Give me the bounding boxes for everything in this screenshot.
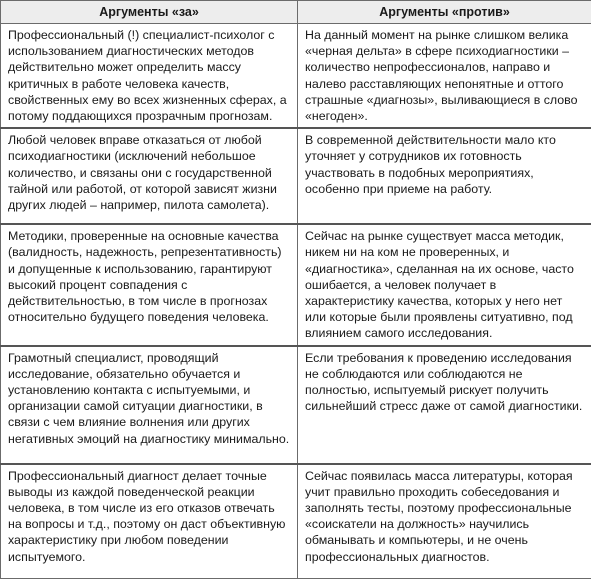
con-cell: На данный момент на рынке слишком велика «черная дельта» в сфере психодиагностики – количество непрофессионалов, направо и налево расставляющих непонятные и оттого страшные «диагнозы», выливающиеся в слово «негоден». (298, 24, 591, 129)
table-row (1, 24, 591, 129)
pro-cell: Методики, проверенные на основные качества (валидность, надежность, репрезентативность) и допущенные к использованию, гарантируют высокий процент совпадения с действительностью, в том числе в прогнозах относительно будущего поведения человека. (1, 224, 298, 345)
con-cell: Сейчас на рынке существует масса методик, никем ни на ком не проверенных, и «диагностика», сделанная на их основе, часто ошибается, а человек получает в характеристику качества, которых у него нет или которые были проявлены ситуативно, под влиянием самого исследования. (298, 224, 591, 345)
header-pro: Аргументы «за» (1, 1, 298, 24)
con-cell: В современной действительности мало кто уточняет у сотрудников их готовность участвовать в подобных мероприятиях, особенно при приеме на работу. (298, 128, 591, 224)
con-cell: Сейчас появилась масса литературы, которая учит правильно проходить собеседования и заполнять тесты, поэтому профессиональные «соискатели на должность» научились обманывать и компьютеры, и не очень профессиональных диагностов. (298, 464, 591, 579)
header-con: Аргументы «против» (298, 1, 591, 24)
table-row (1, 346, 591, 464)
pro-cell: Любой человек вправе отказаться от любой психодиагностики (исключений небольшое количество, и связаны они с государственной тайной или работой, от которой зависят жизни других людей – например, пилота самолета). (1, 128, 298, 224)
pro-cell: Профессиональный (!) специалист-психолог с использованием диагностических методов действительно может определить массу критичных в работе человека качеств, свойственных ему во всех жизненных сферах, а потому поддающихся прозрачным прогнозам. (1, 24, 298, 129)
header-row (1, 1, 591, 24)
pro-cell: Профессиональный диагност делает точные выводы из каждой поведенческой реакции человека, в том числе из его отказов отвечать на вопросы и т.д., поэтому он даст объективную характеристику при любом поведении испытуемого. (1, 464, 298, 579)
pro-cell: Грамотный специалист, проводящий исследование, обязательно обучается и установлению контакта с испытуемыми, и организации самой ситуации диагностики, в связи с чем влияние волнения или других негативных эмоций на диагностику минимально. (1, 346, 298, 464)
con-cell: Если требования к проведению исследования не соблюдаются или соблюдаются не полностью, испытуемый рискует получить сильнейший стресс даже от самой диагностики. (298, 346, 591, 464)
table-row (1, 464, 591, 579)
table-row (1, 128, 591, 224)
table-row (1, 224, 591, 345)
